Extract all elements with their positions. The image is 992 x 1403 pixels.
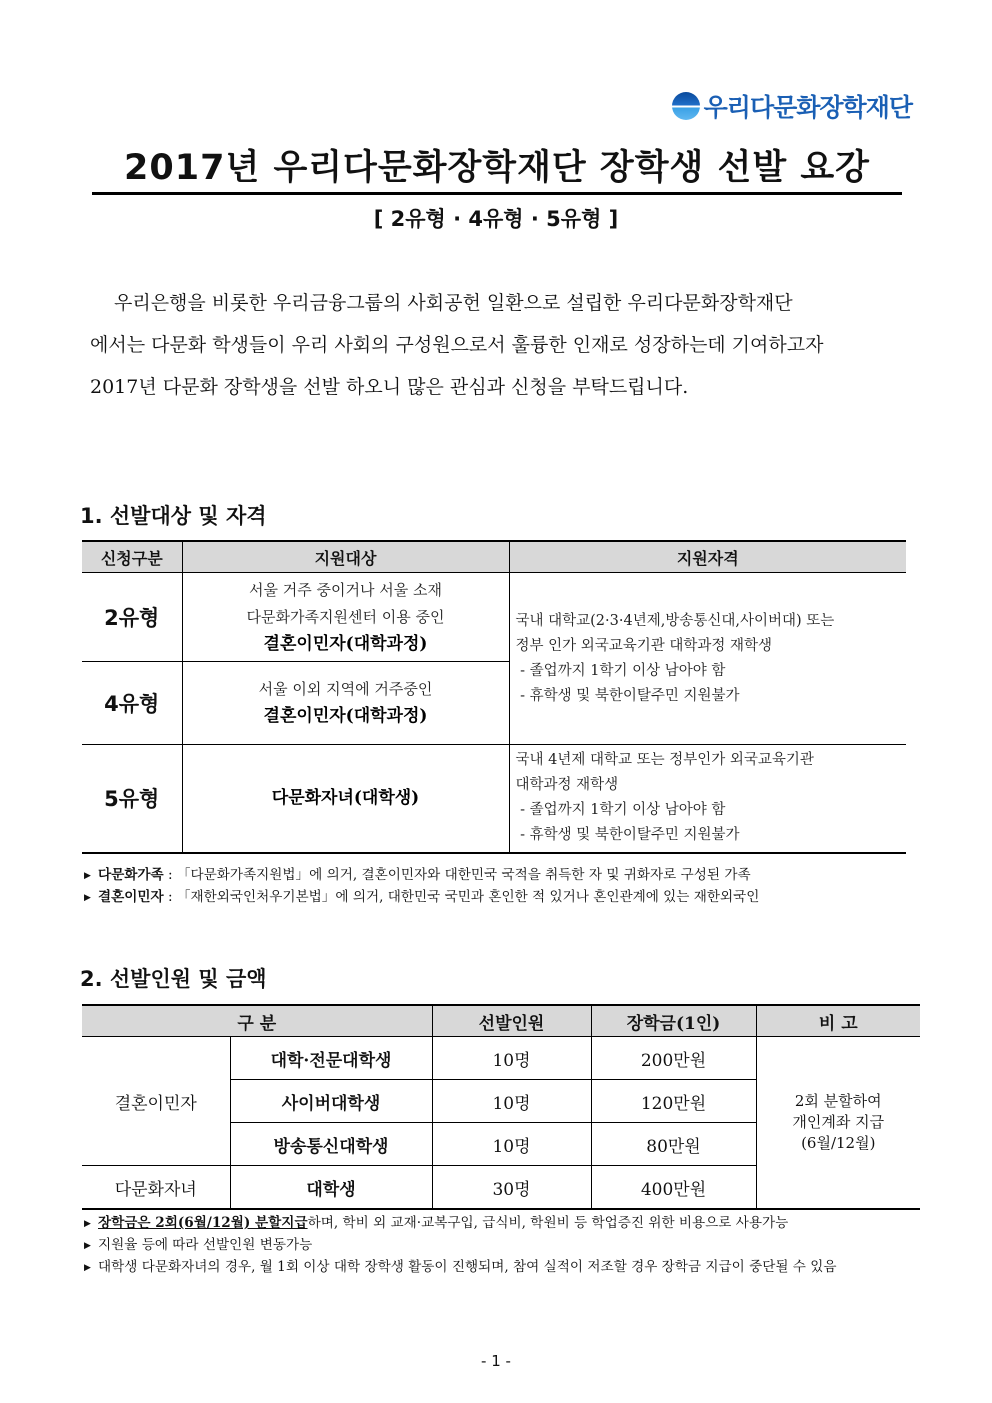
table-header: 신청구분 (82, 541, 182, 573)
intro-line: 2017년 다문화 장학생을 선발 하오니 많은 관심과 신청을 부탁드립니다. (90, 376, 689, 398)
target-text: 서울 거주 중이거나 서울 소재 (249, 580, 442, 599)
kind-cell: 대학생 (230, 1166, 432, 1210)
qual-line: - 졸업까지 1학기 이상 남아야 함 (515, 802, 726, 819)
logo-mark-icon (672, 92, 700, 120)
table-header: 장학금(1인) (591, 1005, 756, 1037)
count-cell: 30명 (432, 1166, 591, 1210)
count-cell: 10명 (432, 1123, 591, 1166)
page-title: 2017년 우리다문화장학재단 장학생 선발 요강 (92, 146, 902, 195)
note-text: : 「다문화가족지원법」에 의거, 결혼이민자와 대한민국 국적을 취득한 자 및 귀화자로 구성된 가족 (163, 867, 751, 883)
section-heading: 1. 선발대상 및 자격 (80, 504, 267, 528)
triangle-bullet-icon: ▶ (84, 871, 91, 881)
scholarship-amount-table (82, 1004, 920, 1210)
qual-line: 국내 대학교(2·3·4년제,방송통신대,사이버대) 또는 (515, 612, 835, 629)
note-item (84, 887, 759, 909)
type-label: 4유형 (82, 662, 182, 745)
qualification-cell (509, 573, 906, 745)
table-header: 비 고 (756, 1005, 920, 1037)
target-cell (182, 745, 509, 853)
note-text: 지원율 등에 따라 선발인원 변동가능 (98, 1237, 313, 1253)
remark-line: 2회 분할하여 (794, 1092, 882, 1110)
qual-line: - 휴학생 및 북한이탈주민 지원불가 (515, 687, 740, 704)
kind-cell: 대학·전문대학생 (230, 1037, 432, 1080)
triangle-bullet-icon: ▶ (84, 893, 91, 903)
eligibility-table (82, 540, 906, 854)
table-row (82, 745, 906, 853)
logo-text: 우리다문화장학재단 (703, 93, 912, 122)
count-cell: 10명 (432, 1080, 591, 1123)
qual-line: 대학과정 재학생 (515, 777, 619, 794)
amount-cell: 120만원 (591, 1080, 756, 1123)
intro-line: 우리은행을 비롯한 우리금융그룹의 사회공헌 일환으로 설립한 우리다문화장학재단 (114, 292, 793, 314)
foundation-logo (672, 88, 912, 124)
target-text: 다문화가족지원센터 이용 중인 (246, 607, 445, 626)
target-bold: 결혼이민자(대학과정) (263, 633, 428, 654)
note-text: : 「재한외국인처우기본법」에 의거, 대한민국 국민과 혼인한 적 있거나 혼인관계에 있는 재한외국인 (163, 889, 760, 905)
page-number: - 1 - (481, 1352, 511, 1370)
note-text: 하며, 학비 외 교재·교복구입, 급식비, 학원비 등 학업증진 위한 비용으로 사용가능 (307, 1215, 789, 1231)
triangle-bullet-icon: ▶ (84, 1263, 91, 1273)
triangle-bullet-icon: ▶ (84, 1241, 91, 1251)
type-label: 2유형 (82, 573, 182, 662)
remark-cell (756, 1037, 920, 1210)
table-header: 지원자격 (509, 541, 906, 573)
qual-line: 국내 4년제 대학교 또는 정부인가 외국교육기관 (515, 752, 814, 769)
qual-line: - 휴학생 및 북한이탈주민 지원불가 (515, 827, 740, 844)
note-item (84, 1235, 904, 1257)
kind-cell: 사이버대학생 (230, 1080, 432, 1123)
target-bold: 결혼이민자(대학과정) (263, 706, 428, 726)
qual-line: - 졸업까지 1학기 이상 남아야 함 (515, 662, 726, 679)
amount-cell: 400만원 (591, 1166, 756, 1210)
table-row (82, 573, 906, 662)
definition-notes (84, 865, 759, 909)
target-cell (182, 662, 509, 745)
table-header: 선발인원 (432, 1005, 591, 1037)
intro-paragraph (90, 282, 902, 408)
group-label: 결혼이민자 (82, 1037, 230, 1166)
table-header: 지원대상 (182, 541, 509, 573)
target-cell (182, 573, 509, 662)
note-item (84, 1213, 904, 1235)
note-label: 결혼이민자 (98, 889, 164, 905)
remark-line: (6월/12월) (801, 1134, 876, 1152)
type-label: 5유형 (82, 745, 182, 853)
target-bold: 다문화자녀(대학생) (271, 787, 420, 808)
section-heading: 2. 선발인원 및 금액 (80, 967, 267, 991)
note-item (84, 865, 759, 887)
group-label: 다문화자녀 (82, 1166, 230, 1210)
triangle-bullet-icon: ▶ (84, 1219, 91, 1229)
amount-cell: 200만원 (591, 1037, 756, 1080)
note-bold: 장학금은 2회(6월/12월) 분할지급 (98, 1215, 308, 1231)
qualification-cell (509, 745, 906, 853)
amount-cell: 80만원 (591, 1123, 756, 1166)
count-cell: 10명 (432, 1037, 591, 1080)
target-text: 서울 이외 지역에 거주중인 (258, 680, 433, 698)
table-row (82, 1037, 920, 1080)
note-label: 다문화가족 (98, 867, 164, 883)
note-item (84, 1257, 904, 1279)
table-header: 구 분 (82, 1005, 432, 1037)
amount-notes (84, 1213, 904, 1279)
page-subtitle: [ 2유형 · 4유형 · 5유형 ] (373, 207, 619, 231)
kind-cell: 방송통신대학생 (230, 1123, 432, 1166)
qual-line: 정부 인가 외국교육기관 대학과정 재학생 (515, 637, 773, 654)
intro-line: 에서는 다문화 학생들이 우리 사회의 구성원으로서 훌륭한 인재로 성장하는데 기여하고자 (90, 334, 824, 356)
remark-line: 개인계좌 지급 (792, 1113, 885, 1131)
note-text: 대학생 다문화자녀의 경우, 월 1회 이상 대학 장학생 활동이 진행되며, 참여 실적이 저조할 경우 장학금 지급이 중단될 수 있음 (98, 1259, 837, 1275)
